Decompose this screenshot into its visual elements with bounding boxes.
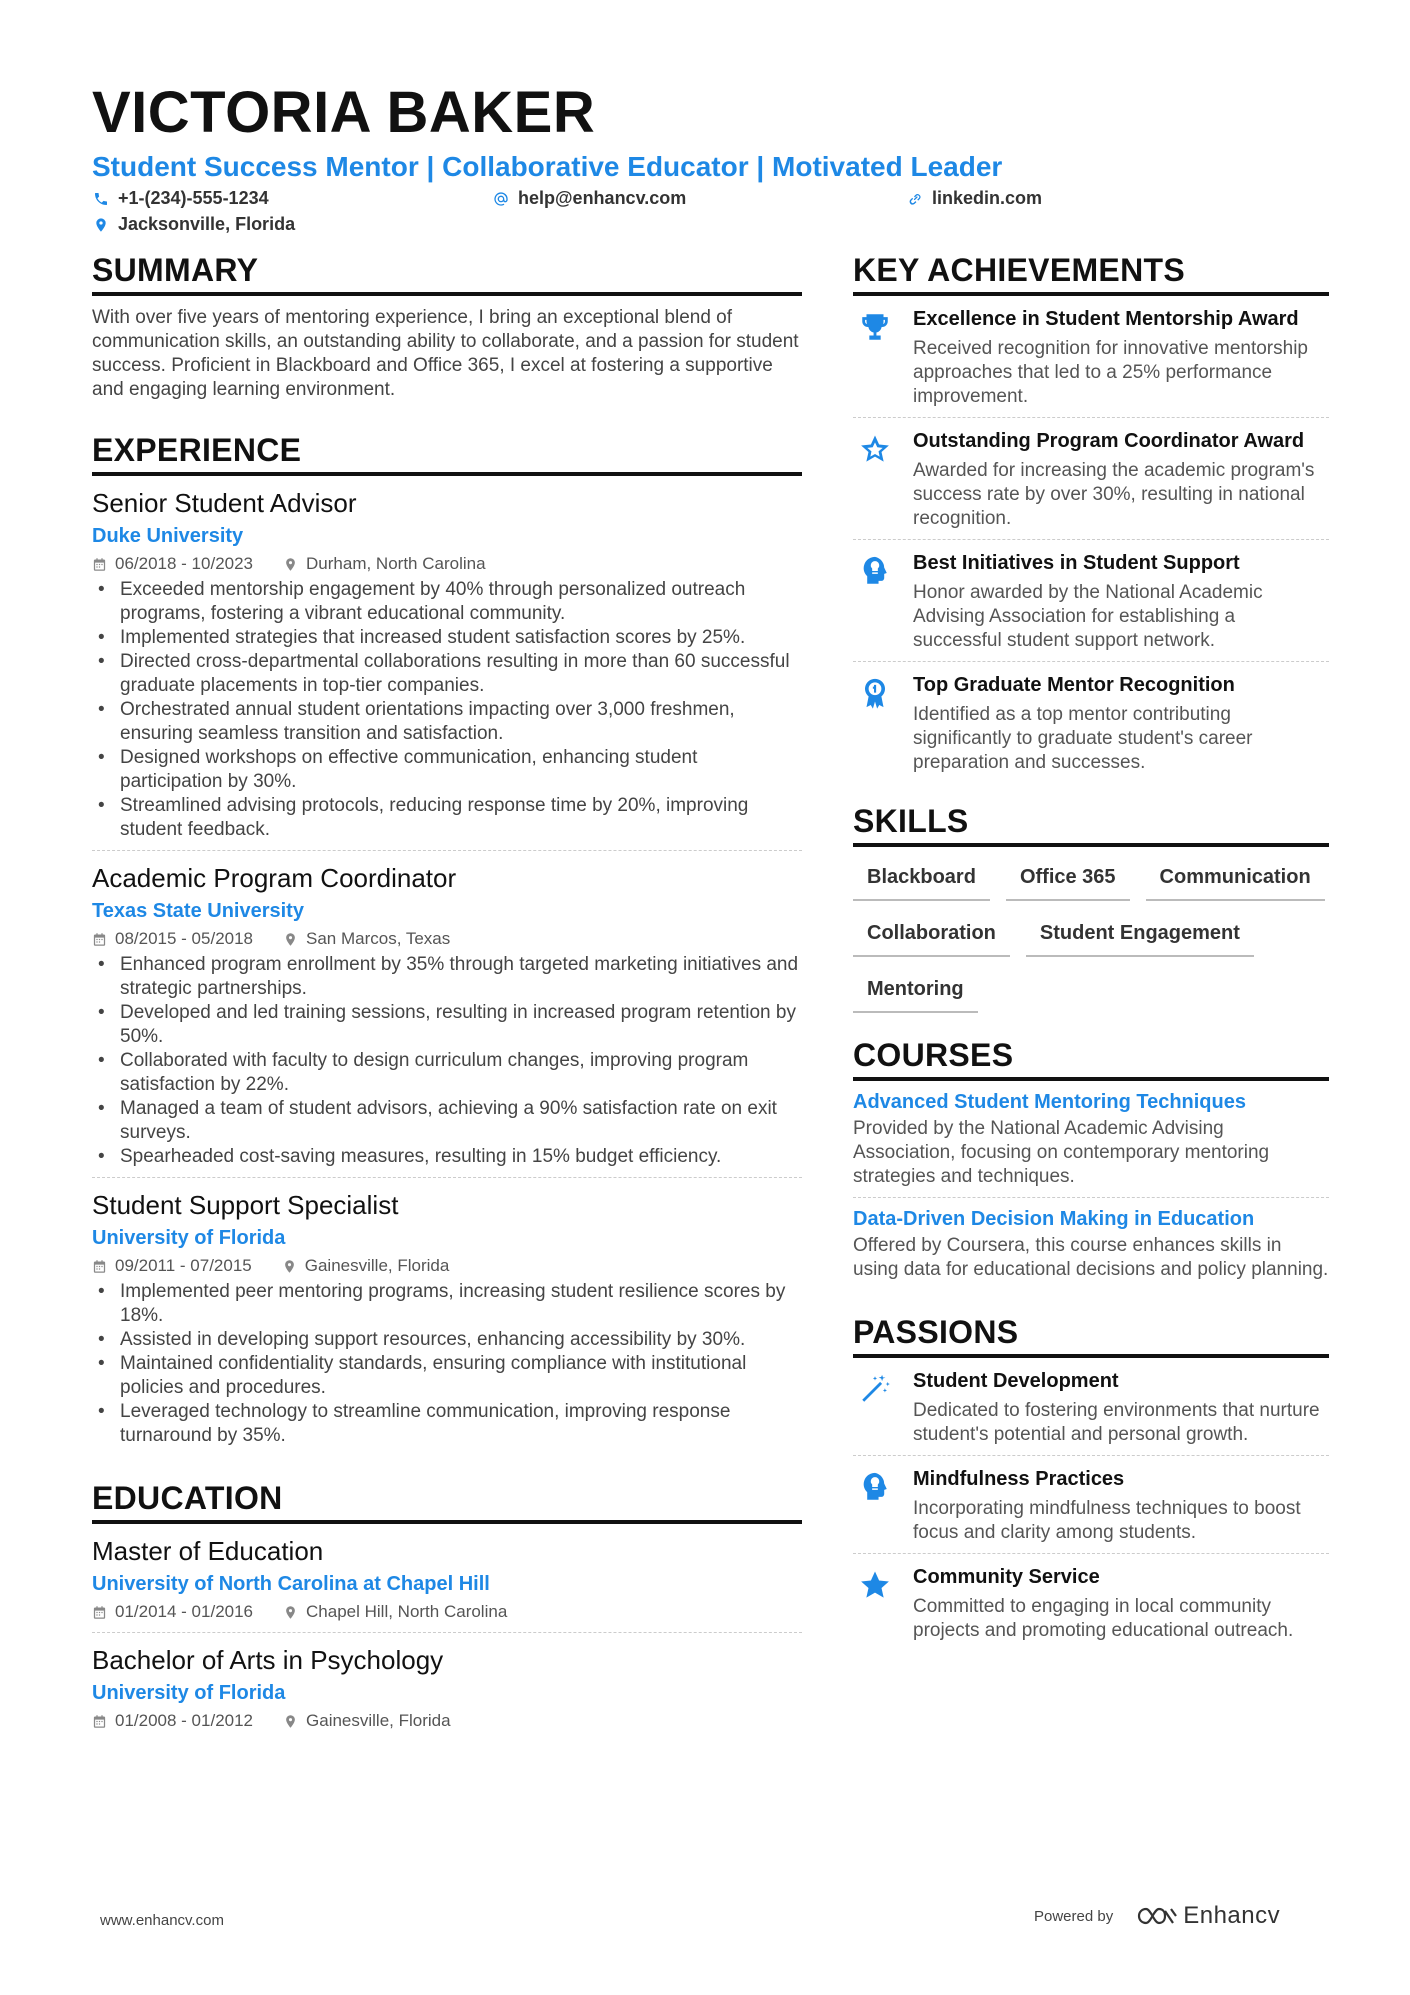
passion-item [853,1456,1329,1554]
job-bullets [92,1280,802,1448]
job-location: Durham, North Carolina [306,554,486,573]
job-entry [92,486,802,851]
education-dates: 01/2014 - 01/2016 [115,1602,254,1621]
location-pin-icon [92,216,110,234]
achievement-desc: Awarded for increasing the academic program's success rate by over 30%, resulting in national recognition. [913,460,1315,529]
job-location: San Marcos, Texas [306,929,451,948]
contact-email[interactable] [492,188,686,209]
passion-item [853,1358,1329,1456]
job-title: Student Support Specialist [92,1190,399,1220]
bullet: • Streamlined advising protocols, reducing response time by 20%, improving student feedback. [92,794,802,842]
contact-linkedin[interactable] [906,188,1042,209]
skills-heading: SKILLS [853,801,1329,847]
achievement-item [853,418,1329,540]
bullet: • Managed a team of student advisors, achieving a 90% satisfaction rate on exit surveys. [92,1097,802,1145]
star-outline-icon [858,432,892,466]
phone-text: +1-(234)-555-1234 [118,188,269,208]
job-title: Senior Student Advisor [92,488,357,518]
company-name: Texas State University [92,900,304,922]
skill-tag: Collaboration [853,915,1010,957]
bullet: • Maintained confidentiality standards, ensuring compliance with institutional policies and procedures. [92,1352,802,1400]
school-name: University of North Carolina at Chapel Hill [92,1573,490,1595]
skills-section [853,801,1329,1013]
education-section [92,1478,802,1741]
summary-section [92,250,802,402]
calendar-icon [92,557,107,572]
job-bullets [92,953,802,1169]
trophy-icon [858,310,892,344]
star-filled-icon [858,1568,892,1602]
bullet: • Leveraged technology to streamline communication, improving response turnaround by 35%. [92,1400,802,1448]
achievement-desc: Identified as a top mentor contributing significantly to graduate student's career preparation and successes. [913,704,1253,773]
at-icon [492,190,510,208]
bullet: • Implemented peer mentoring programs, increasing student resilience scores by 18%. [92,1280,802,1328]
courses-section [853,1035,1329,1290]
achievement-title: Top Graduate Mentor Recognition [913,674,1235,696]
achievement-item [853,296,1329,418]
achievement-title: Outstanding Program Coordinator Award [913,430,1305,452]
contact-phone[interactable] [92,188,269,209]
experience-heading: EXPERIENCE [92,430,802,476]
phone-icon [92,190,110,208]
job-title: Academic Program Coordinator [92,863,457,893]
passion-desc: Incorporating mindfulness techniques to boost focus and clarity among students. [913,1498,1301,1543]
degree: Master of Education [92,1536,324,1566]
company-name: Duke University [92,525,244,547]
linkedin-text: linkedin.com [932,188,1043,208]
degree: Bachelor of Arts in Psychology [92,1645,444,1675]
education-heading: EDUCATION [92,1478,802,1524]
enhancv-logo[interactable] [1135,1902,1280,1930]
location-text: Jacksonville, Florida [118,214,296,234]
achievement-title: Excellence in Student Mentorship Award [913,308,1299,330]
bullet: • Developed and led training sessions, resulting in increased program retention by 50%. [92,1001,802,1049]
course-desc: Offered by Coursera, this course enhances skills in using data for educational decisions and policy planning. [853,1235,1329,1280]
bullet: • Implemented strategies that increased student satisfaction scores by 25%. [92,626,802,650]
right-column [853,250,1329,1651]
achievement-item [853,662,1329,783]
experience-section [92,430,802,1456]
summary-heading: SUMMARY [92,250,802,296]
passion-title: Mindfulness Practices [913,1468,1125,1490]
summary-text: With over five years of mentoring experience, I bring an exceptional blend of communication skills, an outstanding ability to collaborate, and a passion for student success. Proficient in Blackboard and Office 365, I excel at fostering a supportive and engaging learning environment. [92,307,799,400]
achievements-section [853,250,1329,783]
job-meta [92,552,802,576]
left-column [92,250,802,1741]
company-name: University of Florida [92,1227,286,1249]
job-meta [92,927,802,951]
calendar-icon [92,932,107,947]
course-item [853,1081,1329,1198]
calendar-icon [92,1714,107,1729]
courses-heading: COURSES [853,1035,1329,1081]
job-location: Gainesville, Florida [304,1256,450,1275]
powered-by-label: Powered by [1034,1907,1114,1925]
bullet: • Assisted in developing support resources, enhancing accessibility by 30%. [92,1328,802,1352]
course-desc: Provided by the National Academic Advising Association, focusing on contemporary mentoring strategies and techniques. [853,1118,1270,1187]
job-entry [92,861,802,1178]
achievement-desc: Received recognition for innovative mentorship approaches that led to a 25% performance improvement. [913,338,1308,407]
skill-tag: Communication [1146,859,1325,901]
passion-desc: Committed to engaging in local community projects and promoting educational outreach. [913,1596,1294,1641]
footer-website[interactable]: www.enhancv.com [100,1912,224,1929]
link-icon [906,190,924,208]
skills-list [853,859,1329,1013]
location-pin-icon [283,1605,298,1620]
email-text: help@enhancv.com [518,188,687,208]
bullet: • Spearheaded cost-saving measures, resulting in 15% budget efficiency. [92,1145,802,1169]
magic-wand-icon [858,1372,892,1406]
passion-desc: Dedicated to fostering environments that nurture student's potential and personal growth. [913,1400,1320,1445]
job-dates: 09/2011 - 07/2015 [115,1256,252,1275]
calendar-icon [92,1605,107,1620]
education-dates: 01/2008 - 01/2012 [115,1711,254,1730]
calendar-icon [92,1259,107,1274]
course-item [853,1198,1329,1290]
achievement-desc: Honor awarded by the National Academic Advising Association for establishing a successful student support network. [913,582,1263,651]
achievements-heading: KEY ACHIEVEMENTS [853,250,1329,296]
location-pin-icon [283,557,298,572]
candidate-name: VICTORIA BAKER [92,80,596,145]
skill-tag: Student Engagement [1026,915,1254,957]
passion-item [853,1554,1329,1651]
education-meta [92,1600,802,1624]
bullet: • Collaborated with faculty to design curriculum changes, improving program satisfaction by 22%. [92,1049,802,1097]
location-pin-icon [282,1259,297,1274]
skill-tag: Office 365 [1006,859,1130,901]
passions-section [853,1312,1329,1651]
school-name: University of Florida [92,1682,286,1704]
job-dates: 08/2015 - 05/2018 [115,929,254,948]
education-entry [92,1643,802,1741]
job-bullets [92,578,802,842]
education-meta [92,1709,802,1733]
achievement-title: Best Initiatives in Student Support [913,552,1240,574]
location-pin-icon [283,932,298,947]
resume-header [92,78,1332,244]
bullet: • Enhanced program enrollment by 35% through targeted marketing initiatives and strategic partnerships. [92,953,802,1001]
head-bulb-icon [858,1470,892,1504]
passion-title: Student Development [913,1370,1119,1392]
head-bulb-icon [858,554,892,588]
passion-title: Community Service [913,1566,1100,1588]
skill-tag: Blackboard [853,859,990,901]
medal-icon [858,676,892,710]
bullet: • Designed workshops on effective communication, enhancing student participation by 30%. [92,746,802,794]
achievement-item [853,540,1329,662]
course-title: Data-Driven Decision Making in Education [853,1208,1255,1230]
job-entry [92,1188,802,1456]
contact-info [92,188,1332,244]
education-location: Chapel Hill, North Carolina [306,1602,508,1621]
course-title: Advanced Student Mentoring Techniques [853,1091,1246,1113]
education-location: Gainesville, Florida [306,1711,451,1730]
bullet: • Directed cross-departmental collaborations resulting in more than 60 successful graduate placements in top-tier companies. [92,650,802,698]
job-meta [92,1254,802,1278]
job-dates: 06/2018 - 10/2023 [115,554,254,573]
location-pin-icon [283,1714,298,1729]
contact-location [92,214,295,235]
candidate-title: Student Success Mentor | Collaborative Educator | Motivated Leader [92,151,1003,182]
bullet: • Orchestrated annual student orientations impacting over 3,000 freshmen, ensuring seamless transition and satisfaction. [92,698,802,746]
education-entry [92,1534,802,1633]
enhancv-logo-icon [1135,1904,1177,1928]
bullet: • Exceeded mentorship engagement by 40% through personalized outreach programs, fostering a vibrant educational community. [92,578,802,626]
skill-tag: Mentoring [853,971,978,1013]
brand-name: Enhancv [1183,1902,1281,1929]
passions-heading: PASSIONS [853,1312,1329,1358]
footer-branding [1034,1902,1280,1930]
